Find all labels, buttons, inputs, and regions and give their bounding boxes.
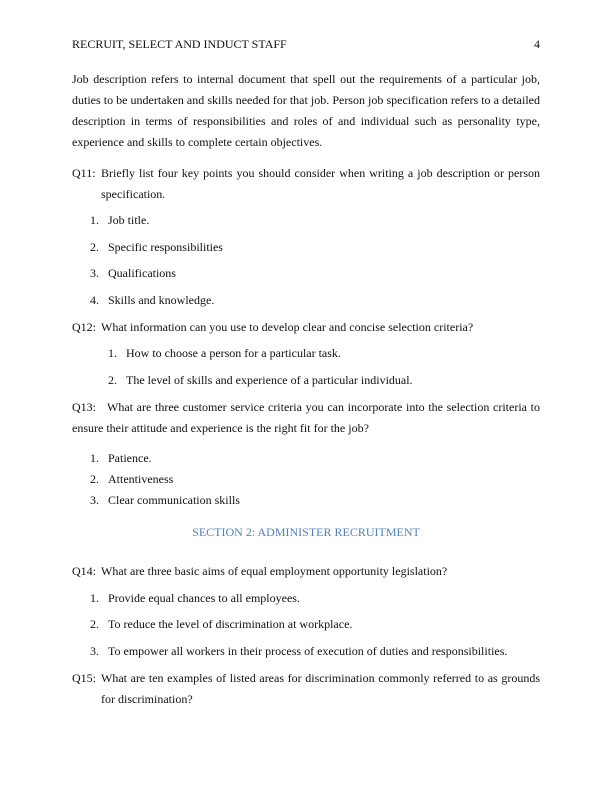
question-label: Q14: [72,564,96,578]
list-item: Clear communication skills [108,493,240,507]
section-heading: SECTION 2: ADMINISTER RECRUITMENT [192,525,420,539]
list-number: 3. [90,644,99,658]
question-text: What are three basic aims of equal employment opportunity legislation? [101,564,448,578]
list-item: Qualifications [108,266,176,280]
list-item: Job title. [108,213,150,227]
question-text: ensure their attitude and experience is the right fit for the job? [72,421,369,435]
list-item: Patience. [108,451,152,465]
list-number: 4. [90,293,99,307]
list-number: 1. [90,451,99,465]
page-number: 4 [534,37,540,51]
list-number: 3. [90,493,99,507]
intro-line: Job description refers to internal document that spell out the requirements of a particular job, [72,72,540,86]
question-text: What are three customer service criteria you can incorporate into the selection criteria to [107,400,540,414]
list-item: To empower all workers in their process of execution of duties and responsibilities. [108,644,508,658]
list-number: 2. [90,472,99,486]
list-number: 2. [90,240,99,254]
question-label: Q12: [72,320,96,334]
list-item: Specific responsibilities [108,240,223,254]
list-number: 1. [90,213,99,227]
list-item: Attentiveness [108,472,174,486]
question-label: Q13: [72,400,96,414]
list-number: 1. [108,346,117,360]
question-text: Briefly list four key points you should consider when writing a job description or person [101,166,540,180]
list-number: 3. [90,266,99,280]
list-item: The level of skills and experience of a particular individual. [126,373,413,387]
question-text: for discrimination? [101,692,193,706]
list-number: 1. [90,591,99,605]
question-text: What are ten examples of listed areas for discrimination commonly referred to as grounds [101,671,540,685]
list-number: 2. [90,617,99,631]
list-number: 2. [108,373,117,387]
question-label: Q11: [72,166,96,180]
list-item: How to choose a person for a particular task. [126,346,341,360]
running-header: RECRUIT, SELECT AND INDUCT STAFF [72,37,287,51]
question-label: Q15: [72,671,96,685]
question-text: What information can you use to develop clear and concise selection criteria? [101,320,474,334]
list-item: Skills and knowledge. [108,293,215,307]
intro-line: experience and skills to complete certain objectives. [72,135,323,149]
list-item: To reduce the level of discrimination at workplace. [108,617,353,631]
list-item: Provide equal chances to all employees. [108,591,300,605]
intro-line: duties to be undertaken and skills needed for that job. Person job specification refers to a detailed [72,93,540,107]
intro-line: description in terms of responsibilities and roles of and individual such as personality type, [72,114,540,128]
question-text: specification. [101,187,166,201]
